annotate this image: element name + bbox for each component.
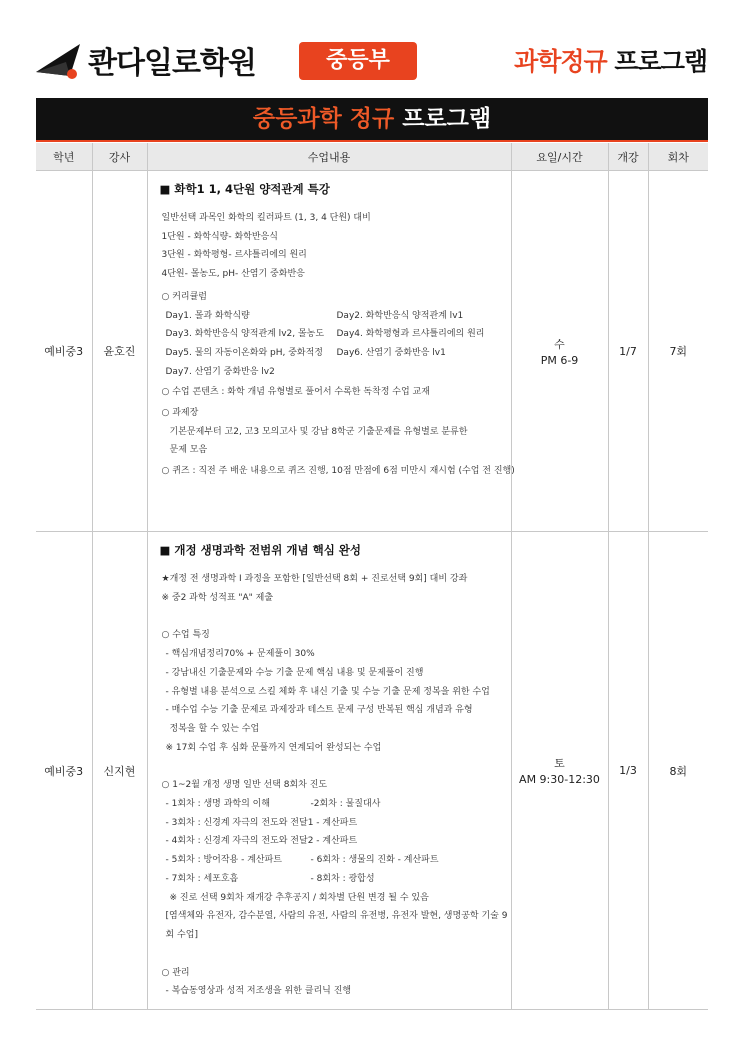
sessions-cell: 8회 (648, 532, 708, 1010)
teacher-cell: 신지현 (92, 532, 147, 1010)
course-title: ■ 개정 생명과학 전범위 개념 핵심 완성 (159, 543, 362, 557)
grade-cell: 예비중3 (36, 532, 92, 1010)
schedule-table (36, 143, 708, 1010)
division-badge: 중등부 (299, 42, 417, 80)
content-line: 기본문제부터 고2, 고3 모의고사 및 강남 8학군 기출문제를 유형별로 분류한 (169, 426, 468, 437)
time-text: AM 9:30-12:30 (519, 773, 600, 787)
curriculum-pair (158, 344, 501, 363)
content-line: - 강남내신 기출문제와 수능 기출 문제 핵심 내용 및 문제풀이 진행 (165, 667, 424, 678)
session-item: - 6회차 : 생물의 진화 - 계산파트 (310, 855, 439, 866)
start-cell: 1/3 (608, 532, 648, 1010)
program-title-red: 과학정규 (514, 47, 607, 76)
session-item: - 5회차 : 방어작용 - 계산파트 (165, 855, 282, 866)
column-header-start: 개강 (608, 143, 648, 171)
banner-divider (36, 140, 708, 142)
sessions-cell: 7회 (648, 171, 708, 532)
curriculum-pair (158, 307, 501, 326)
curriculum-day: Day7. 산염기 중화반응 lv2 (165, 366, 275, 377)
brand-name: 콴다일로학원 (88, 46, 256, 81)
content-line: ※ 진로 선택 9회차 재개강 추후공지 / 회차별 단원 변경 될 수 있음 (169, 892, 429, 903)
session-pair (158, 870, 501, 889)
curriculum-day: Day5. 물의 자동이온화와 pH, 중화적정 (165, 347, 323, 358)
content-line: ○ 수업 특징 (161, 630, 210, 641)
session-item: - 8회차 : 광합성 (310, 873, 375, 884)
table-header-row (36, 143, 708, 171)
day-text: 수 (554, 337, 565, 351)
time-text: PM 6-9 (540, 353, 579, 367)
curriculum-pair (158, 325, 501, 344)
program-title (514, 42, 707, 78)
session-item: -2회차 : 물질대사 (310, 799, 381, 810)
session-item: - 4회차 : 신경계 자극의 전도와 전달2 - 계산파트 (165, 836, 358, 847)
curriculum-day: Day4. 화학평형과 르샤틀리에의 원리 (336, 329, 485, 340)
content-line: 3단원 - 화학평형- 르샤틀리에의 원리 (161, 250, 307, 261)
content-line: ※ 중2 과학 성적표 "A" 제출 (161, 592, 274, 603)
course-title: ■ 화학1 1, 4단원 양적관계 특강 (159, 182, 330, 196)
column-header-sessions: 회차 (648, 143, 708, 171)
column-header-content: 수업내용 (147, 143, 511, 171)
column-header-grade: 학년 (36, 143, 92, 171)
banner-red-text: 중등과학 정규 (252, 106, 395, 132)
day-text: 토 (554, 757, 565, 771)
teacher-cell: 윤호진 (92, 171, 147, 532)
section-banner (36, 98, 708, 140)
content-line: - 핵심개념정리70% + 문제풀이 30% (165, 649, 315, 660)
content-line: - 복습동영상과 성적 저조생을 위한 클리닉 진행 (165, 986, 352, 997)
content-line: - 매수업 수능 기출 문제로 과제장과 테스트 문제 구성 반복된 핵심 개념과 유형 (165, 705, 473, 716)
table-row (36, 171, 708, 532)
content-line: ○ 과제장 (161, 408, 199, 419)
content-line: [염색체와 유전자, 감수분열, 사람의 유전, 사람의 유전병, 유전자 발현, 생명공학 기술 9 (165, 911, 508, 922)
content-line: 4단원- 몰농도, pH- 산염기 중화반응 (161, 269, 305, 280)
content-line: ○ 퀴즈 : 직전 주 배운 내용으로 퀴즈 진행, 10점 만점에 6점 미만시 재시험 (수업 전 진행) (161, 466, 515, 477)
content-line: - 유형별 내용 분석으로 스킬 체화 후 내신 기출 및 수능 기출 문제 정복을 위한 수업 (165, 686, 490, 697)
content-cell (147, 532, 511, 1010)
page-header (0, 0, 743, 95)
paper-plane-logo-icon (36, 42, 82, 80)
session-item: - 7회차 : 세포호흡 (165, 873, 239, 884)
content-line: ○ 관리 (161, 967, 190, 978)
column-header-schedule: 요일/시간 (511, 143, 608, 171)
curriculum-day: Day1. 몰과 화학식량 (165, 310, 250, 321)
content-line: ○ 1~2월 개정 생명 일반 선택 8회차 진도 (161, 780, 328, 791)
curriculum-day: Day3. 화학반응식 양적관계 lv2, 몰농도 (165, 329, 325, 340)
session-pair (158, 795, 501, 814)
grade-cell: 예비중3 (36, 171, 92, 532)
content-cell (147, 171, 515, 532)
curriculum-day: Day2. 화학반응식 양적관계 lv1 (336, 310, 464, 321)
session-item: - 3회차 : 신경계 자극의 전도와 전달1 - 계산파트 (165, 817, 358, 828)
session-item: - 1회차 : 생명 과학의 이해 (165, 799, 271, 810)
content-line: ○ 커리큘럼 (161, 291, 207, 302)
banner-white-text: 프로그램 (402, 106, 492, 132)
content-line: ○ 수업 콘텐츠 : 화학 개념 유형별로 풀어서 수록한 독착정 수업 교재 (161, 387, 430, 398)
schedule-cell (511, 171, 608, 532)
schedule-cell (511, 532, 608, 1010)
column-header-teacher: 강사 (92, 143, 147, 171)
content-line: 정복을 할 수 있는 수업 (169, 723, 260, 734)
content-line: ※ 17회 수업 후 심화 문풀까지 연계되어 완성되는 수업 (165, 742, 382, 753)
program-title-black: 프로그램 (614, 47, 707, 76)
content-line: ★개정 전 생명과학 I 과정을 포함한 [일반선택 8회 + 진로선택 9회] 대비 강좌 (161, 574, 468, 584)
curriculum-day: Day6. 산염기 중화반응 lv1 (336, 347, 446, 358)
table-row (36, 532, 708, 1010)
content-line: 문제 모음 (169, 445, 208, 456)
session-pair (158, 851, 501, 870)
content-line: 1단원 - 화학식량- 화학반응식 (161, 231, 278, 242)
content-line: 일반선택 과목인 화학의 킬러파트 (1, 3, 4 단원) 대비 (161, 213, 371, 223)
content-line: 회 수업] (165, 929, 198, 940)
start-cell: 1/7 (608, 171, 648, 532)
